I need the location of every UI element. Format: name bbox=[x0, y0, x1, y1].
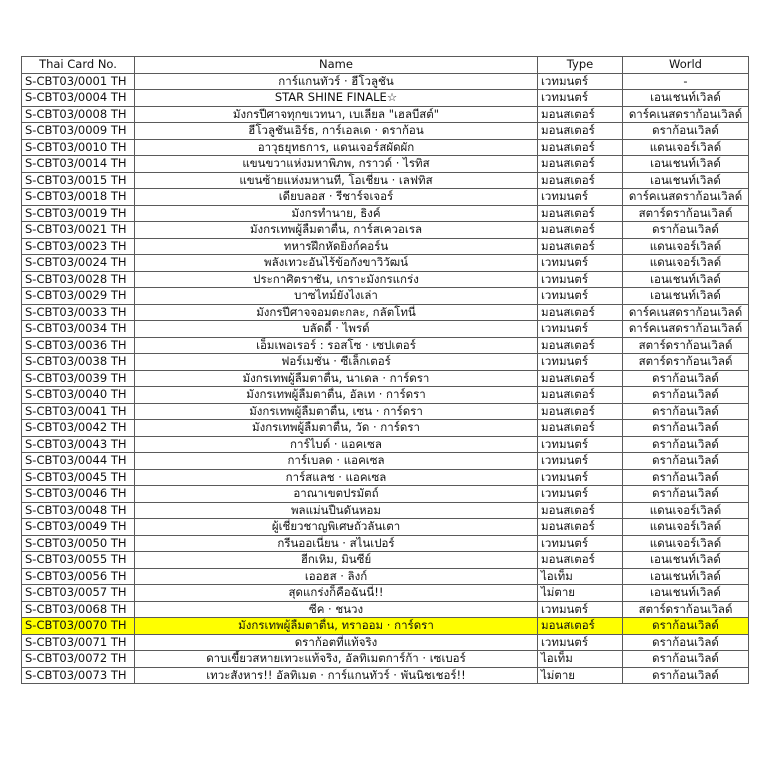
cell-card-no: S-CBT03/0041 TH bbox=[22, 403, 135, 420]
cell-world: ดราก้อนเวิลด์ bbox=[623, 486, 749, 503]
cell-name: ฮีโวลูชันเอิร์ธ, การ์เอลเด · ดราก้อน bbox=[135, 123, 538, 140]
cell-card-no: S-CBT03/0068 TH bbox=[22, 601, 135, 618]
cell-type: เวทมนตร์ bbox=[538, 601, 623, 618]
cell-card-no: S-CBT03/0055 TH bbox=[22, 552, 135, 569]
table-row bbox=[22, 321, 749, 338]
cell-type: เวทมนตร์ bbox=[538, 453, 623, 470]
cell-card-no: S-CBT03/0038 TH bbox=[22, 354, 135, 371]
cell-world: เอนเชนท์เวิลด์ bbox=[623, 90, 749, 107]
table-row bbox=[22, 552, 749, 569]
cell-type: มอนสเตอร์ bbox=[538, 552, 623, 569]
cell-name: แขนขวาแห่งมหาพิภพ, กราวด์ · ไรทิส bbox=[135, 156, 538, 173]
cell-world: แดนเจอร์เวิลด์ bbox=[623, 502, 749, 519]
table-row bbox=[22, 486, 749, 503]
cell-name: ฟอร์เมชั่น · ซีเล็กเตอร์ bbox=[135, 354, 538, 371]
cell-type: มอนสเตอร์ bbox=[538, 387, 623, 404]
cell-card-no: S-CBT03/0056 TH bbox=[22, 568, 135, 585]
cell-name: พลังเทวะอันไร้ข้อกังขาวิวัฒน์ bbox=[135, 255, 538, 272]
cell-name: อาณาเขตปรมัตถ์ bbox=[135, 486, 538, 503]
cell-card-no: S-CBT03/0010 TH bbox=[22, 139, 135, 156]
cell-world: ดาร์คเนสดราก้อนเวิลด์ bbox=[623, 189, 749, 206]
table-body bbox=[22, 73, 749, 684]
cell-name: บลัดดี้ · ไพรด์ bbox=[135, 321, 538, 338]
table-row bbox=[22, 618, 749, 635]
table-row bbox=[22, 370, 749, 387]
cell-type: มอนสเตอร์ bbox=[538, 238, 623, 255]
cell-type: ไม่ตาย bbox=[538, 667, 623, 684]
cell-world: แดนเจอร์เวิลด์ bbox=[623, 255, 749, 272]
cell-world: เอนเชนท์เวิลด์ bbox=[623, 288, 749, 305]
cell-type: มอนสเตอร์ bbox=[538, 222, 623, 239]
cell-name: มังกรเทพผู้ลืมตาตื่น, การ์สเควอเรล bbox=[135, 222, 538, 239]
table-row bbox=[22, 601, 749, 618]
cell-type: เวทมนตร์ bbox=[538, 354, 623, 371]
header-world: World bbox=[623, 57, 749, 74]
table-row bbox=[22, 90, 749, 107]
cell-card-no: S-CBT03/0050 TH bbox=[22, 535, 135, 552]
cell-world: ดราก้อนเวิลด์ bbox=[623, 420, 749, 437]
cell-name: มังกรปีศาจจอมตะกละ, กลัตโทนี่ bbox=[135, 304, 538, 321]
cell-world: แดนเจอร์เวิลด์ bbox=[623, 238, 749, 255]
cell-name: มังกรเทพผู้ลืมตาตื่น, นาเดล · การ์ดรา bbox=[135, 370, 538, 387]
cell-world: สตาร์ดราก้อนเวิลด์ bbox=[623, 205, 749, 222]
cell-name: มังกรเทพผู้ลืมตาตื่น, อัลเท · การ์ดรา bbox=[135, 387, 538, 404]
table-row bbox=[22, 238, 749, 255]
cell-type: มอนสเตอร์ bbox=[538, 205, 623, 222]
header-card-no: Thai Card No. bbox=[22, 57, 135, 74]
table-row bbox=[22, 337, 749, 354]
cell-card-no: S-CBT03/0039 TH bbox=[22, 370, 135, 387]
cell-card-no: S-CBT03/0004 TH bbox=[22, 90, 135, 107]
cell-world: เอนเชนท์เวิลด์ bbox=[623, 156, 749, 173]
cell-name: ทหารฝึกหัดยิ่งก์คอร์น bbox=[135, 238, 538, 255]
cell-type: ไม่ตาย bbox=[538, 585, 623, 602]
cell-name: การ์ไบด์ · แอคเซล bbox=[135, 436, 538, 453]
cell-type: มอนสเตอร์ bbox=[538, 420, 623, 437]
cell-world: - bbox=[623, 73, 749, 90]
cell-world: ดราก้อนเวิลด์ bbox=[623, 667, 749, 684]
table-row bbox=[22, 420, 749, 437]
cell-name: สุดแกร่งก็คือฉันนี่!! bbox=[135, 585, 538, 602]
cell-card-no: S-CBT03/0046 TH bbox=[22, 486, 135, 503]
cell-name: เทวะสังหาร!! อัลทิเมต · การ์แกนทัวร์ · พันนิชเชอร์!! bbox=[135, 667, 538, 684]
cell-name: มังกรปีศาจทุกขเวทนา, เบเลียล "เฮลบีสต์" bbox=[135, 106, 538, 123]
cell-name: อาวุธยุทธการ, แดนเจอร์สผัดผัก bbox=[135, 139, 538, 156]
cell-card-no: S-CBT03/0042 TH bbox=[22, 420, 135, 437]
cell-type: มอนสเตอร์ bbox=[538, 618, 623, 635]
table-row bbox=[22, 354, 749, 371]
cell-type: เวทมนตร์ bbox=[538, 255, 623, 272]
cell-card-no: S-CBT03/0048 TH bbox=[22, 502, 135, 519]
table-row bbox=[22, 634, 749, 651]
cell-name: พลแม่นปืนดันหอม bbox=[135, 502, 538, 519]
table-row bbox=[22, 469, 749, 486]
cell-world: ดราก้อนเวิลด์ bbox=[623, 436, 749, 453]
cell-type: เวทมนตร์ bbox=[538, 634, 623, 651]
table-row bbox=[22, 172, 749, 189]
cell-type: มอนสเตอร์ bbox=[538, 519, 623, 536]
cell-world: ดราก้อนเวิลด์ bbox=[623, 222, 749, 239]
cell-world: แดนเจอร์เวิลด์ bbox=[623, 519, 749, 536]
cell-type: มอนสเตอร์ bbox=[538, 123, 623, 140]
table-row bbox=[22, 651, 749, 668]
table-row bbox=[22, 189, 749, 206]
cell-name: ซีค · ชนวง bbox=[135, 601, 538, 618]
cell-type: เวทมนตร์ bbox=[538, 436, 623, 453]
cell-name: STAR SHINE FINALE☆ bbox=[135, 90, 538, 107]
table-row bbox=[22, 139, 749, 156]
cell-type: มอนสเตอร์ bbox=[538, 139, 623, 156]
cell-card-no: S-CBT03/0044 TH bbox=[22, 453, 135, 470]
table-row bbox=[22, 436, 749, 453]
cell-type: มอนสเตอร์ bbox=[538, 337, 623, 354]
cell-card-no: S-CBT03/0021 TH bbox=[22, 222, 135, 239]
cell-name: ผู้เชี่ยวชาญพิเศษถั่วลันเตา bbox=[135, 519, 538, 536]
cell-type: มอนสเตอร์ bbox=[538, 403, 623, 420]
cell-type: เวทมนตร์ bbox=[538, 73, 623, 90]
cell-type: เวทมนตร์ bbox=[538, 321, 623, 338]
cell-type: เวทมนตร์ bbox=[538, 469, 623, 486]
cell-world: เอนเชนท์เวิลด์ bbox=[623, 172, 749, 189]
cell-type: มอนสเตอร์ bbox=[538, 370, 623, 387]
cell-world: ดราก้อนเวิลด์ bbox=[623, 387, 749, 404]
cell-world: ดาร์คเนสดราก้อนเวิลด์ bbox=[623, 304, 749, 321]
cell-name: เอ็มเพอเรอร์ : รอสโซ · เซปเตอร์ bbox=[135, 337, 538, 354]
card-list-table bbox=[21, 56, 749, 684]
cell-card-no: S-CBT03/0023 TH bbox=[22, 238, 135, 255]
table-row bbox=[22, 271, 749, 288]
cell-world: ดราก้อนเวิลด์ bbox=[623, 403, 749, 420]
cell-world: สตาร์ดราก้อนเวิลด์ bbox=[623, 337, 749, 354]
cell-world: ดราก้อนเวิลด์ bbox=[623, 469, 749, 486]
cell-name: แขนซ้ายแห่งมหานที, โอเชี่ยน · เลฟทิส bbox=[135, 172, 538, 189]
cell-name: มังกรเทพผู้ลืมตาตื่น, เซน · การ์ดรา bbox=[135, 403, 538, 420]
cell-world: เอนเชนท์เวิลด์ bbox=[623, 585, 749, 602]
cell-card-no: S-CBT03/0029 TH bbox=[22, 288, 135, 305]
cell-world: ดาร์คเนสดราก้อนเวิลด์ bbox=[623, 321, 749, 338]
cell-world: ดาร์คเนสดราก้อนเวิลด์ bbox=[623, 106, 749, 123]
cell-world: ดราก้อนเวิลด์ bbox=[623, 618, 749, 635]
cell-card-no: S-CBT03/0036 TH bbox=[22, 337, 135, 354]
cell-name: ประกาศิตราชัน, เกราะมังกรแกร่ง bbox=[135, 271, 538, 288]
cell-type: เวทมนตร์ bbox=[538, 90, 623, 107]
cell-card-no: S-CBT03/0072 TH bbox=[22, 651, 135, 668]
cell-world: แดนเจอร์เวิลด์ bbox=[623, 535, 749, 552]
cell-name: ดาบเขี้ยวสหายเทวะแท้จริง, อัลทิเมตการ์ก้า · เซเบอร์ bbox=[135, 651, 538, 668]
cell-name: เออฮส · ลิงก์ bbox=[135, 568, 538, 585]
cell-name: ฮีกเหิม, มินซีย์ bbox=[135, 552, 538, 569]
cell-world: ดราก้อนเวิลด์ bbox=[623, 123, 749, 140]
table-row bbox=[22, 568, 749, 585]
cell-type: ไอเท็ม bbox=[538, 568, 623, 585]
cell-name: มังกรเทพผู้ลืมตาตื่น, ทราออม · การ์ดรา bbox=[135, 618, 538, 635]
cell-name: กรีนออเนี่ยน · สไนเปอร์ bbox=[135, 535, 538, 552]
cell-card-no: S-CBT03/0018 TH bbox=[22, 189, 135, 206]
table-row bbox=[22, 453, 749, 470]
cell-world: เอนเชนท์เวิลด์ bbox=[623, 552, 749, 569]
cell-type: เวทมนตร์ bbox=[538, 288, 623, 305]
cell-card-no: S-CBT03/0071 TH bbox=[22, 634, 135, 651]
cell-type: มอนสเตอร์ bbox=[538, 156, 623, 173]
cell-world: ดราก้อนเวิลด์ bbox=[623, 634, 749, 651]
cell-type: เวทมนตร์ bbox=[538, 486, 623, 503]
cell-name: การ์แกนทัวร์ · ฮีโวลูชัน bbox=[135, 73, 538, 90]
cell-world: เอนเชนท์เวิลด์ bbox=[623, 271, 749, 288]
table-row bbox=[22, 304, 749, 321]
table-row bbox=[22, 106, 749, 123]
cell-name: บาซไทม์ยังไงเล่า bbox=[135, 288, 538, 305]
cell-name: มังกรทำนาย, ธิงค์ bbox=[135, 205, 538, 222]
cell-name: ดราก้อตที่แท้จริง bbox=[135, 634, 538, 651]
cell-card-no: S-CBT03/0009 TH bbox=[22, 123, 135, 140]
cell-type: มอนสเตอร์ bbox=[538, 304, 623, 321]
cell-card-no: S-CBT03/0034 TH bbox=[22, 321, 135, 338]
cell-name: การ์สแลช · แอคเซล bbox=[135, 469, 538, 486]
cell-card-no: S-CBT03/0045 TH bbox=[22, 469, 135, 486]
cell-card-no: S-CBT03/0040 TH bbox=[22, 387, 135, 404]
table-row bbox=[22, 387, 749, 404]
cell-world: ดราก้อนเวิลด์ bbox=[623, 651, 749, 668]
header-row bbox=[22, 57, 749, 74]
table-row bbox=[22, 205, 749, 222]
cell-world: ดราก้อนเวิลด์ bbox=[623, 370, 749, 387]
cell-type: มอนสเตอร์ bbox=[538, 106, 623, 123]
table-row bbox=[22, 502, 749, 519]
table-row bbox=[22, 667, 749, 684]
table-row bbox=[22, 222, 749, 239]
cell-card-no: S-CBT03/0001 TH bbox=[22, 73, 135, 90]
table-row bbox=[22, 403, 749, 420]
header-type: Type bbox=[538, 57, 623, 74]
cell-world: เอนเชนท์เวิลด์ bbox=[623, 568, 749, 585]
cell-type: เวทมนตร์ bbox=[538, 535, 623, 552]
cell-world: สตาร์ดราก้อนเวิลด์ bbox=[623, 354, 749, 371]
cell-name: มังกรเทพผู้ลืมตาตื่น, วัด · การ์ดรา bbox=[135, 420, 538, 437]
cell-card-no: S-CBT03/0019 TH bbox=[22, 205, 135, 222]
cell-world: ดราก้อนเวิลด์ bbox=[623, 453, 749, 470]
cell-type: เวทมนตร์ bbox=[538, 271, 623, 288]
cell-card-no: S-CBT03/0028 TH bbox=[22, 271, 135, 288]
cell-card-no: S-CBT03/0033 TH bbox=[22, 304, 135, 321]
table-row bbox=[22, 123, 749, 140]
table-row bbox=[22, 255, 749, 272]
cell-card-no: S-CBT03/0070 TH bbox=[22, 618, 135, 635]
cell-card-no: S-CBT03/0043 TH bbox=[22, 436, 135, 453]
cell-card-no: S-CBT03/0073 TH bbox=[22, 667, 135, 684]
cell-type: มอนสเตอร์ bbox=[538, 172, 623, 189]
table-row bbox=[22, 288, 749, 305]
cell-type: เวทมนตร์ bbox=[538, 189, 623, 206]
table-row bbox=[22, 535, 749, 552]
cell-type: ไอเท็ม bbox=[538, 651, 623, 668]
cell-card-no: S-CBT03/0057 TH bbox=[22, 585, 135, 602]
cell-card-no: S-CBT03/0049 TH bbox=[22, 519, 135, 536]
card-list-sheet bbox=[21, 56, 748, 684]
table-row bbox=[22, 519, 749, 536]
cell-card-no: S-CBT03/0014 TH bbox=[22, 156, 135, 173]
table-row bbox=[22, 156, 749, 173]
cell-world: สตาร์ดราก้อนเวิลด์ bbox=[623, 601, 749, 618]
cell-name: การ์เบลด · แอคเซล bbox=[135, 453, 538, 470]
header-name: Name bbox=[135, 57, 538, 74]
cell-card-no: S-CBT03/0008 TH bbox=[22, 106, 135, 123]
cell-name: เดียบลอส · รีชาร์จเจอร์ bbox=[135, 189, 538, 206]
cell-card-no: S-CBT03/0015 TH bbox=[22, 172, 135, 189]
cell-world: แดนเจอร์เวิลด์ bbox=[623, 139, 749, 156]
table-row bbox=[22, 73, 749, 90]
table-row bbox=[22, 585, 749, 602]
cell-type: มอนสเตอร์ bbox=[538, 502, 623, 519]
cell-card-no: S-CBT03/0024 TH bbox=[22, 255, 135, 272]
